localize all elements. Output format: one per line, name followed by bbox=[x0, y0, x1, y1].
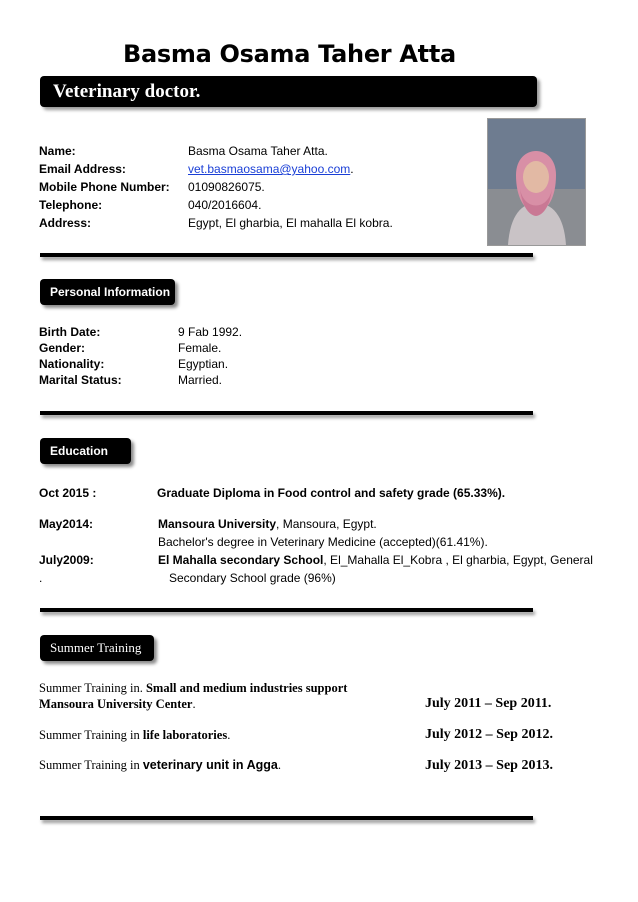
section-divider bbox=[40, 253, 533, 257]
training-suffix: . bbox=[192, 697, 196, 711]
training-place: veterinary unit in Agga bbox=[142, 758, 278, 772]
training-place: Mansoura University Center bbox=[39, 697, 193, 711]
education-date: Oct 2015 : bbox=[39, 486, 97, 500]
email-link[interactable]: vet.basmaosama@yahoo.com bbox=[188, 162, 351, 176]
education-location: , El_Mahalla El_Kobra , El gharbia, Egypt, General bbox=[323, 553, 593, 567]
education-text bbox=[158, 517, 377, 531]
training-prefix: Summer Training in bbox=[39, 758, 143, 772]
education-degree: Bachelor's degree in Veterinary Medicine (accepted)(61.41%). bbox=[158, 535, 488, 549]
contact-label-email: Email Address: bbox=[39, 162, 126, 176]
personal-info-heading-text: Personal Information bbox=[50, 285, 171, 299]
education-bullet: . bbox=[39, 571, 43, 585]
contact-label-telephone: Telephone: bbox=[39, 198, 103, 212]
education-date: May2014: bbox=[39, 517, 94, 531]
training-place: Small and medium industries support bbox=[145, 681, 348, 695]
profile-photo-art bbox=[488, 119, 585, 245]
training-dates: July 2012 – Sep 2012. bbox=[425, 727, 553, 742]
training-heading bbox=[40, 635, 154, 661]
personal-value-nationality: Egyptian. bbox=[178, 357, 229, 371]
training-item-line2 bbox=[39, 697, 196, 712]
education-institution: El Mahalla secondary School bbox=[158, 553, 324, 567]
candidate-name: Basma Osama Taher Atta bbox=[123, 40, 456, 68]
training-suffix: . bbox=[227, 728, 231, 742]
education-text: Graduate Diploma in Food control and safety grade (65.33%). bbox=[157, 486, 506, 500]
training-item bbox=[39, 728, 230, 743]
section-divider bbox=[40, 608, 533, 612]
profession-title: Veterinary doctor. bbox=[53, 81, 201, 102]
education-text bbox=[158, 553, 593, 567]
contact-value-address: Egypt, El gharbia, El mahalla El kobra. bbox=[188, 216, 393, 230]
training-prefix: Summer Training in bbox=[39, 728, 143, 742]
contact-value-telephone: 040/2016604. bbox=[188, 198, 262, 212]
personal-label-gender: Gender: bbox=[39, 341, 86, 355]
contact-value-name: Basma Osama Taher Atta. bbox=[188, 144, 328, 158]
training-suffix: . bbox=[277, 758, 281, 772]
section-divider bbox=[40, 411, 533, 415]
contact-value-email bbox=[188, 162, 354, 176]
personal-label-nationality: Nationality: bbox=[39, 357, 105, 371]
education-date: July2009: bbox=[39, 553, 94, 567]
training-item bbox=[39, 758, 281, 773]
personal-label-marital: Marital Status: bbox=[39, 373, 122, 387]
contact-label-mobile: Mobile Phone Number: bbox=[39, 180, 170, 194]
profession-banner bbox=[40, 76, 537, 107]
education-institution: Mansoura University bbox=[158, 517, 277, 531]
training-item bbox=[39, 681, 347, 696]
contact-label-name: Name: bbox=[39, 144, 76, 158]
personal-value-birth: 9 Fab 1992. bbox=[178, 325, 243, 339]
personal-value-marital: Married. bbox=[178, 373, 223, 387]
training-place: life laboratories bbox=[142, 728, 228, 742]
education-location: , Mansoura, Egypt. bbox=[276, 517, 377, 531]
training-dates: July 2013 – Sep 2013. bbox=[425, 758, 553, 773]
contact-label-address: Address: bbox=[39, 216, 92, 230]
personal-label-birth: Birth Date: bbox=[39, 325, 101, 339]
profile-photo bbox=[487, 118, 586, 246]
personal-info-heading bbox=[40, 279, 175, 305]
education-heading-text: Education bbox=[50, 444, 109, 458]
contact-value-mobile: 01090826075. bbox=[188, 180, 265, 194]
training-prefix: Summer Training in. bbox=[39, 681, 146, 695]
section-divider bbox=[40, 816, 533, 820]
training-heading-text: Summer Training bbox=[50, 640, 142, 655]
education-degree: Secondary School grade (96%) bbox=[169, 571, 336, 585]
personal-value-gender: Female. bbox=[178, 341, 222, 355]
training-dates: July 2011 – Sep 2011. bbox=[425, 696, 552, 711]
education-heading bbox=[40, 438, 131, 464]
email-suffix: . bbox=[350, 162, 354, 176]
